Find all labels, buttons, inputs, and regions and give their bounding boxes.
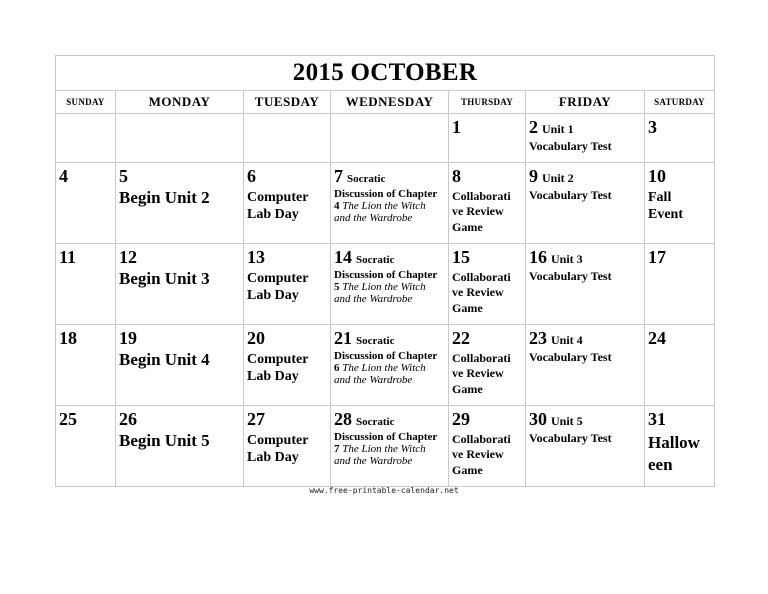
day-cell-12 xyxy=(116,244,244,325)
day-cell-30 xyxy=(526,406,645,487)
day-cell-26 xyxy=(116,406,244,487)
fall-text: Fall xyxy=(648,189,672,205)
event-computer-lab xyxy=(247,270,327,305)
event-computer-lab xyxy=(247,189,327,224)
day-cell-7 xyxy=(331,163,449,244)
halloween-text-1: Hallow xyxy=(648,432,700,452)
event-discussion: Discussion of Chapter xyxy=(334,187,438,200)
day-number: 7 xyxy=(334,166,343,186)
day-number: 8 xyxy=(452,166,461,186)
day-cell-29 xyxy=(449,406,526,487)
day-cell-31 xyxy=(645,406,715,487)
day-cell-14 xyxy=(331,244,449,325)
event-begin-unit: Begin Unit 5 xyxy=(119,430,210,450)
event-vocab-test: Vocabulary Test xyxy=(529,138,612,153)
event-chapter-line xyxy=(334,443,445,455)
day-number: 27 xyxy=(247,409,265,429)
chapter-number: 5 xyxy=(334,280,340,293)
event-collab-review xyxy=(452,189,522,236)
day-number: 15 xyxy=(452,247,470,267)
lab-day-text: Lab Day xyxy=(247,450,299,466)
book-title-part2: and the Wardrobe xyxy=(334,211,413,224)
event-collab-review xyxy=(452,432,522,479)
day-cell-23 xyxy=(526,325,645,406)
day-number: 4 xyxy=(59,166,68,186)
day-number: 30 xyxy=(529,409,547,429)
day-number: 19 xyxy=(119,328,137,348)
chapter-number: 7 xyxy=(334,442,340,455)
day-number: 31 xyxy=(648,409,666,429)
collab-text-1: Collaborati xyxy=(452,188,511,203)
weekday-friday: FRIDAY xyxy=(526,91,645,114)
book-title-part1: The Lion the Witch xyxy=(342,361,426,374)
day-number: 25 xyxy=(59,409,77,429)
day-number: 24 xyxy=(648,328,666,348)
weekday-monday: MONDAY xyxy=(116,91,244,114)
event-unit-label: Unit 4 xyxy=(551,333,583,347)
day-number: 13 xyxy=(247,247,265,267)
event-socratic: Socratic xyxy=(356,416,395,428)
collab-text-1: Collaborati xyxy=(452,269,511,284)
book-title-part1: The Lion the Witch xyxy=(342,280,426,293)
lab-day-text: Lab Day xyxy=(247,369,299,385)
book-title-part2: and the Wardrobe xyxy=(334,292,413,305)
book-title-part2: and the Wardrobe xyxy=(334,454,413,467)
day-cell-6 xyxy=(244,163,331,244)
empty-day-cell xyxy=(56,114,116,163)
day-cell-11 xyxy=(56,244,116,325)
day-cell-24 xyxy=(645,325,715,406)
lab-day-text: Lab Day xyxy=(247,288,299,304)
weekday-sunday: SUNDAY xyxy=(56,91,116,114)
day-cell-25 xyxy=(56,406,116,487)
event-begin-unit: Begin Unit 2 xyxy=(119,187,210,207)
calendar-table xyxy=(55,55,715,487)
event-unit-label: Unit 2 xyxy=(542,171,574,185)
day-number: 17 xyxy=(648,247,666,267)
day-number: 21 xyxy=(334,328,352,348)
event-fall-event xyxy=(648,189,711,224)
lab-day-text: Lab Day xyxy=(247,207,299,223)
day-number: 5 xyxy=(119,166,128,186)
event-socratic: Socratic xyxy=(356,254,395,266)
weekday-tuesday: TUESDAY xyxy=(244,91,331,114)
day-cell-5 xyxy=(116,163,244,244)
computer-text: Computer xyxy=(247,351,309,367)
empty-day-cell xyxy=(331,114,449,163)
weekday-thursday: THURSDAY xyxy=(449,91,526,114)
day-number: 1 xyxy=(452,117,461,137)
collab-text-1: Collaborati xyxy=(452,431,511,446)
day-cell-28 xyxy=(331,406,449,487)
day-cell-13 xyxy=(244,244,331,325)
event-socratic: Socratic xyxy=(356,335,395,347)
day-cell-27 xyxy=(244,406,331,487)
event-collab-review xyxy=(452,270,522,317)
day-number: 26 xyxy=(119,409,137,429)
event-begin-unit: Begin Unit 4 xyxy=(119,349,210,369)
event-vocab-test: Vocabulary Test xyxy=(529,430,612,445)
day-number: 29 xyxy=(452,409,470,429)
event-chapter-line xyxy=(334,200,445,212)
event-vocab-test: Vocabulary Test xyxy=(529,187,612,202)
collab-text-3: Game xyxy=(452,219,483,234)
day-cell-22 xyxy=(449,325,526,406)
event-vocab-test: Vocabulary Test xyxy=(529,349,612,364)
event-halloween xyxy=(648,432,711,476)
day-cell-4 xyxy=(56,163,116,244)
event-vocab-test: Vocabulary Test xyxy=(529,268,612,283)
day-cell-9 xyxy=(526,163,645,244)
event-discussion: Discussion of Chapter xyxy=(334,268,438,281)
day-cell-10 xyxy=(645,163,715,244)
event-collab-review xyxy=(452,351,522,398)
event-chapter-line xyxy=(334,281,445,293)
day-cell-1 xyxy=(449,114,526,163)
day-number: 14 xyxy=(334,247,352,267)
computer-text: Computer xyxy=(247,270,309,286)
book-title-part1: The Lion the Witch xyxy=(342,199,426,212)
collab-text-1: Collaborati xyxy=(452,350,511,365)
day-cell-18 xyxy=(56,325,116,406)
day-cell-17 xyxy=(645,244,715,325)
event-discussion: Discussion of Chapter xyxy=(334,349,438,362)
collab-text-2: ve Review xyxy=(452,285,504,300)
collab-text-3: Game xyxy=(452,300,483,315)
event-begin-unit: Begin Unit 3 xyxy=(119,268,210,288)
day-cell-15 xyxy=(449,244,526,325)
event-computer-lab xyxy=(247,432,327,467)
event-unit-label: Unit 5 xyxy=(551,414,583,428)
event-computer-lab xyxy=(247,351,327,386)
computer-text: Computer xyxy=(247,432,309,448)
day-number: 18 xyxy=(59,328,77,348)
book-title-part1: The Lion the Witch xyxy=(342,442,426,455)
day-number: 9 xyxy=(529,166,538,186)
book-title-part2: and the Wardrobe xyxy=(334,373,413,386)
day-cell-19 xyxy=(116,325,244,406)
event-socratic: Socratic xyxy=(347,173,386,185)
day-number: 20 xyxy=(247,328,265,348)
day-cell-2 xyxy=(526,114,645,163)
day-number: 2 xyxy=(529,117,538,137)
event-unit-label: Unit 3 xyxy=(551,252,583,266)
day-number: 22 xyxy=(452,328,470,348)
day-number: 10 xyxy=(648,166,666,186)
chapter-number: 4 xyxy=(334,199,340,212)
collab-text-3: Game xyxy=(452,462,483,477)
weekday-saturday: SATURDAY xyxy=(645,91,715,114)
day-cell-20 xyxy=(244,325,331,406)
day-cell-21 xyxy=(331,325,449,406)
empty-day-cell xyxy=(116,114,244,163)
event-chapter-line xyxy=(334,362,445,374)
computer-text: Computer xyxy=(247,189,309,205)
calendar-title: 2015 OCTOBER xyxy=(56,56,715,91)
day-number: 6 xyxy=(247,166,256,186)
day-number: 12 xyxy=(119,247,137,267)
collab-text-2: ve Review xyxy=(452,447,504,462)
day-number: 3 xyxy=(648,117,657,137)
day-cell-8 xyxy=(449,163,526,244)
day-cell-16 xyxy=(526,244,645,325)
collab-text-2: ve Review xyxy=(452,366,504,381)
chapter-number: 6 xyxy=(334,361,340,374)
event-discussion: Discussion of Chapter xyxy=(334,430,438,443)
day-number: 28 xyxy=(334,409,352,429)
collab-text-2: ve Review xyxy=(452,204,504,219)
footer-url: www.free-printable-calendar.net xyxy=(309,486,459,495)
empty-day-cell xyxy=(244,114,331,163)
day-number: 11 xyxy=(59,247,77,267)
day-cell-3 xyxy=(645,114,715,163)
event-unit-label: Unit 1 xyxy=(542,122,574,136)
collab-text-3: Game xyxy=(452,381,483,396)
event-text: Event xyxy=(648,207,683,223)
halloween-text-2: een xyxy=(648,454,673,474)
day-number: 23 xyxy=(529,328,547,348)
day-number: 16 xyxy=(529,247,547,267)
weekday-wednesday: WEDNESDAY xyxy=(331,91,449,114)
